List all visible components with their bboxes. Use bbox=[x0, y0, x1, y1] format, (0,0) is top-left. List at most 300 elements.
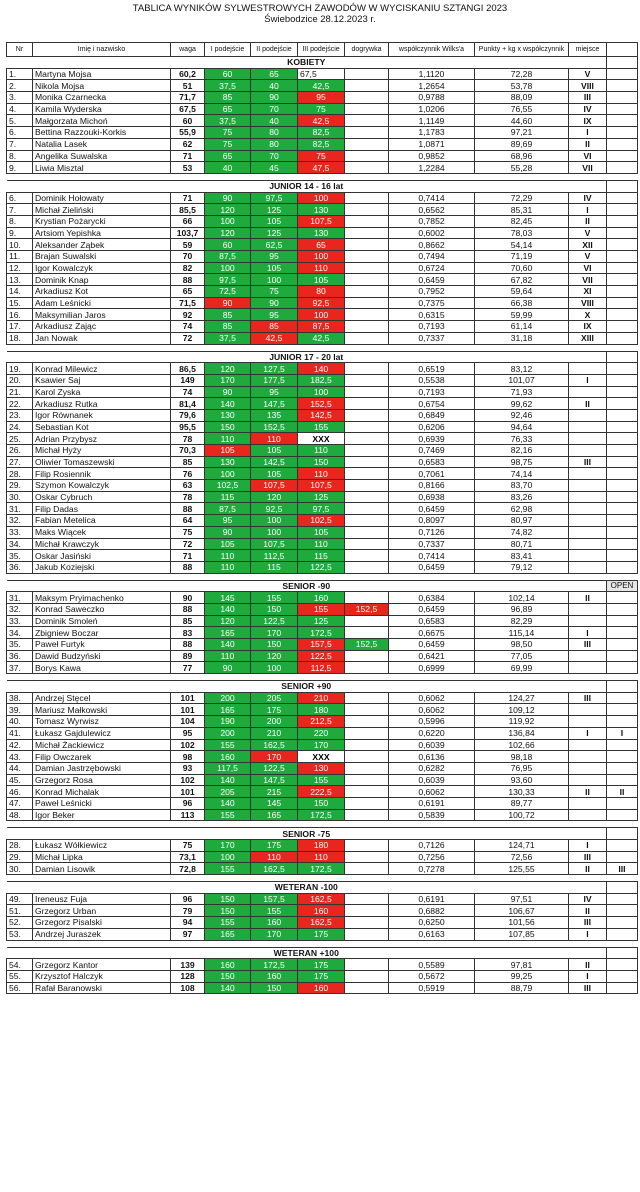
place bbox=[569, 538, 607, 550]
extra-attempt: 152,5 bbox=[345, 603, 389, 615]
extra-attempt bbox=[345, 321, 389, 333]
attempt-3: 180 bbox=[298, 704, 345, 716]
table-row bbox=[7, 138, 638, 150]
row-number: 11. bbox=[7, 251, 33, 263]
extra-attempt bbox=[345, 297, 389, 309]
attempt-3: 175 bbox=[298, 928, 345, 940]
row-number: 54. bbox=[7, 959, 33, 971]
spacer-row bbox=[7, 940, 638, 947]
attempt-1: 110 bbox=[205, 650, 251, 662]
attempt-1: 37,5 bbox=[205, 80, 251, 92]
open-place bbox=[607, 662, 638, 674]
athlete-name: Andrzej Stęcel bbox=[33, 692, 171, 704]
attempt-1: 130 bbox=[205, 456, 251, 468]
place bbox=[569, 526, 607, 538]
athlete-name: Ireneusz Fuja bbox=[33, 893, 171, 905]
attempt-3: 160 bbox=[298, 905, 345, 917]
spacer-row bbox=[7, 573, 638, 580]
column-header: miejsce bbox=[569, 43, 607, 57]
open-place bbox=[607, 115, 638, 127]
open-place bbox=[607, 774, 638, 786]
wilks-coefficient: 1,1149 bbox=[389, 115, 475, 127]
attempt-3: 82,5 bbox=[298, 138, 345, 150]
attempt-3: 107,5 bbox=[298, 215, 345, 227]
open-place bbox=[607, 704, 638, 716]
bodyweight: 89 bbox=[171, 650, 205, 662]
extra-attempt bbox=[345, 480, 389, 492]
place bbox=[569, 409, 607, 421]
points: 72,29 bbox=[475, 192, 569, 204]
open-place bbox=[607, 515, 638, 527]
spacer bbox=[7, 674, 638, 681]
bodyweight: 149 bbox=[171, 374, 205, 386]
extra-attempt bbox=[345, 716, 389, 728]
place bbox=[569, 515, 607, 527]
athlete-name: Angelika Suwalska bbox=[33, 150, 171, 162]
table-row bbox=[7, 526, 638, 538]
athlete-name: Karol Zyska bbox=[33, 386, 171, 398]
points: 77,05 bbox=[475, 650, 569, 662]
open-place bbox=[607, 409, 638, 421]
wilks-coefficient: 0,6062 bbox=[389, 704, 475, 716]
table-row bbox=[7, 332, 638, 344]
open-place bbox=[607, 928, 638, 940]
place: III bbox=[569, 92, 607, 104]
table-row bbox=[7, 103, 638, 115]
table-row bbox=[7, 227, 638, 239]
points: 98,75 bbox=[475, 456, 569, 468]
attempt-2: 160 bbox=[251, 970, 298, 982]
athlete-name: Michał Hyży bbox=[33, 445, 171, 457]
place bbox=[569, 480, 607, 492]
wilks-coefficient: 0,7256 bbox=[389, 851, 475, 863]
wilks-coefficient: 0,8097 bbox=[389, 515, 475, 527]
bodyweight: 79 bbox=[171, 905, 205, 917]
wilks-coefficient: 0,6062 bbox=[389, 786, 475, 798]
row-number: 32. bbox=[7, 515, 33, 527]
section-title: JUNIOR 17 - 20 lat bbox=[7, 351, 607, 363]
athlete-name: Zbigniew Boczar bbox=[33, 627, 171, 639]
bodyweight: 51 bbox=[171, 80, 205, 92]
bodyweight: 101 bbox=[171, 704, 205, 716]
open-place bbox=[607, 286, 638, 298]
extra-attempt bbox=[345, 398, 389, 410]
wilks-coefficient: 0,6163 bbox=[389, 928, 475, 940]
table-row bbox=[7, 751, 638, 763]
attempt-1: 85 bbox=[205, 92, 251, 104]
attempt-2: 150 bbox=[251, 982, 298, 994]
attempt-3: 160 bbox=[298, 982, 345, 994]
attempt-2: 90 bbox=[251, 92, 298, 104]
attempt-2: 122,5 bbox=[251, 762, 298, 774]
points: 100,72 bbox=[475, 809, 569, 821]
points: 93,60 bbox=[475, 774, 569, 786]
open-place bbox=[607, 592, 638, 604]
section-header-row bbox=[7, 351, 638, 363]
extra-attempt: 152,5 bbox=[345, 639, 389, 651]
attempt-1: 165 bbox=[205, 928, 251, 940]
attempt-3: XXX bbox=[298, 751, 345, 763]
attempt-2: 122,5 bbox=[251, 615, 298, 627]
athlete-name: Konrad Saweczko bbox=[33, 603, 171, 615]
points: 88,79 bbox=[475, 982, 569, 994]
athlete-name: Szymon Kowalczyk bbox=[33, 480, 171, 492]
attempt-3: 150 bbox=[298, 456, 345, 468]
attempt-2: 175 bbox=[251, 704, 298, 716]
attempt-3: 125 bbox=[298, 491, 345, 503]
attempt-2: 125 bbox=[251, 227, 298, 239]
bodyweight: 86,5 bbox=[171, 363, 205, 375]
attempt-1: 170 bbox=[205, 374, 251, 386]
open-place: III bbox=[607, 863, 638, 875]
bodyweight: 71,7 bbox=[171, 92, 205, 104]
points: 44,60 bbox=[475, 115, 569, 127]
spacer-row bbox=[7, 344, 638, 351]
section-title: KOBIETY bbox=[7, 57, 607, 69]
row-number: 38. bbox=[7, 692, 33, 704]
column-header: Imię i nazwisko bbox=[33, 43, 171, 57]
place: V bbox=[569, 68, 607, 80]
open-place bbox=[607, 192, 638, 204]
attempt-2: 215 bbox=[251, 786, 298, 798]
bodyweight: 78 bbox=[171, 433, 205, 445]
extra-attempt bbox=[345, 309, 389, 321]
place: III bbox=[569, 917, 607, 929]
attempt-3: 170 bbox=[298, 739, 345, 751]
table-row bbox=[7, 127, 638, 139]
open-place bbox=[607, 309, 638, 321]
table-row bbox=[7, 639, 638, 651]
extra-attempt bbox=[345, 92, 389, 104]
results-table bbox=[6, 42, 638, 994]
attempt-1: 120 bbox=[205, 204, 251, 216]
attempt-3: 155 bbox=[298, 421, 345, 433]
attempt-1: 102,5 bbox=[205, 480, 251, 492]
attempt-2: 40 bbox=[251, 80, 298, 92]
bodyweight: 76 bbox=[171, 468, 205, 480]
wilks-coefficient: 0,7126 bbox=[389, 526, 475, 538]
open-place bbox=[607, 433, 638, 445]
attempt-1: 155 bbox=[205, 739, 251, 751]
bodyweight: 128 bbox=[171, 970, 205, 982]
table-row bbox=[7, 863, 638, 875]
bodyweight: 139 bbox=[171, 959, 205, 971]
column-header: II podejście bbox=[251, 43, 298, 57]
attempt-2: 162,5 bbox=[251, 863, 298, 875]
attempt-1: 90 bbox=[205, 662, 251, 674]
attempt-2: 62,5 bbox=[251, 239, 298, 251]
row-number: 33. bbox=[7, 526, 33, 538]
open-place bbox=[607, 251, 638, 263]
row-number: 9. bbox=[7, 227, 33, 239]
open-place bbox=[607, 480, 638, 492]
row-number: 3. bbox=[7, 92, 33, 104]
open-place bbox=[607, 538, 638, 550]
attempt-2: 172,5 bbox=[251, 959, 298, 971]
table-row bbox=[7, 538, 638, 550]
attempt-1: 110 bbox=[205, 433, 251, 445]
open-place bbox=[607, 150, 638, 162]
bodyweight: 78 bbox=[171, 491, 205, 503]
extra-attempt bbox=[345, 739, 389, 751]
row-number: 56. bbox=[7, 982, 33, 994]
attempt-2: 177,5 bbox=[251, 374, 298, 386]
bodyweight: 113 bbox=[171, 809, 205, 821]
table-row bbox=[7, 204, 638, 216]
points: 82,16 bbox=[475, 445, 569, 457]
attempt-3: 172,5 bbox=[298, 863, 345, 875]
row-number: 31. bbox=[7, 503, 33, 515]
attempt-1: 85 bbox=[205, 309, 251, 321]
attempt-1: 155 bbox=[205, 863, 251, 875]
attempt-3: 102,5 bbox=[298, 515, 345, 527]
attempt-2: 165 bbox=[251, 809, 298, 821]
athlete-name: Paweł Leśnicki bbox=[33, 797, 171, 809]
open-place bbox=[607, 103, 638, 115]
extra-attempt bbox=[345, 503, 389, 515]
place bbox=[569, 704, 607, 716]
bodyweight: 72 bbox=[171, 332, 205, 344]
place: V bbox=[569, 251, 607, 263]
bodyweight: 85,5 bbox=[171, 204, 205, 216]
points: 59,99 bbox=[475, 309, 569, 321]
attempt-3: 42,5 bbox=[298, 332, 345, 344]
wilks-coefficient: 0,6039 bbox=[389, 774, 475, 786]
attempt-1: 205 bbox=[205, 786, 251, 798]
table-row bbox=[7, 321, 638, 333]
athlete-name: Jakub Koziejski bbox=[33, 561, 171, 573]
extra-attempt bbox=[345, 138, 389, 150]
athlete-name: Igor Kowalczyk bbox=[33, 262, 171, 274]
row-number: 22. bbox=[7, 398, 33, 410]
table-row bbox=[7, 809, 638, 821]
table-row bbox=[7, 970, 638, 982]
open-place bbox=[607, 627, 638, 639]
bodyweight: 83 bbox=[171, 627, 205, 639]
open-place: II bbox=[607, 786, 638, 798]
wilks-coefficient: 0,5919 bbox=[389, 982, 475, 994]
attempt-2: 157,5 bbox=[251, 893, 298, 905]
spacer bbox=[7, 821, 638, 828]
wilks-coefficient: 0,6754 bbox=[389, 398, 475, 410]
points: 83,26 bbox=[475, 491, 569, 503]
attempt-3: 122,5 bbox=[298, 561, 345, 573]
attempt-1: 165 bbox=[205, 704, 251, 716]
table-row bbox=[7, 627, 638, 639]
points: 66,38 bbox=[475, 297, 569, 309]
place: I bbox=[569, 840, 607, 852]
attempt-2: 110 bbox=[251, 433, 298, 445]
wilks-coefficient: 0,7375 bbox=[389, 297, 475, 309]
column-header: Nr bbox=[7, 43, 33, 57]
spacer bbox=[7, 173, 638, 180]
attempt-3: 100 bbox=[298, 309, 345, 321]
row-number: 19. bbox=[7, 363, 33, 375]
wilks-coefficient: 0,9788 bbox=[389, 92, 475, 104]
attempt-1: 140 bbox=[205, 774, 251, 786]
extra-attempt bbox=[345, 905, 389, 917]
wilks-coefficient: 0,6882 bbox=[389, 905, 475, 917]
row-number: 7. bbox=[7, 138, 33, 150]
section-header-row bbox=[7, 947, 638, 959]
section-header-row bbox=[7, 681, 638, 693]
row-number: 29. bbox=[7, 851, 33, 863]
athlete-name: Michał Zieliński bbox=[33, 204, 171, 216]
attempt-1: 110 bbox=[205, 561, 251, 573]
attempt-1: 75 bbox=[205, 127, 251, 139]
place bbox=[569, 739, 607, 751]
table-row bbox=[7, 286, 638, 298]
row-number: 34. bbox=[7, 627, 33, 639]
attempt-3: 125 bbox=[298, 615, 345, 627]
wilks-coefficient: 0,7061 bbox=[389, 468, 475, 480]
athlete-name: Grzegorz Pisalski bbox=[33, 917, 171, 929]
results-body bbox=[7, 43, 638, 994]
open-place bbox=[607, 321, 638, 333]
row-number: 36. bbox=[7, 650, 33, 662]
place bbox=[569, 716, 607, 728]
attempt-2: 65 bbox=[251, 68, 298, 80]
row-number: 23. bbox=[7, 409, 33, 421]
section-header-row bbox=[7, 580, 638, 592]
bodyweight: 101 bbox=[171, 786, 205, 798]
points: 124,71 bbox=[475, 840, 569, 852]
wilks-coefficient: 0,9852 bbox=[389, 150, 475, 162]
bodyweight: 85 bbox=[171, 456, 205, 468]
wilks-coefficient: 1,1783 bbox=[389, 127, 475, 139]
bodyweight: 79,6 bbox=[171, 409, 205, 421]
athlete-name: Filip Dadas bbox=[33, 503, 171, 515]
attempt-1: 140 bbox=[205, 639, 251, 651]
attempt-2: 155 bbox=[251, 905, 298, 917]
extra-attempt bbox=[345, 421, 389, 433]
open-place bbox=[607, 917, 638, 929]
table-row bbox=[7, 662, 638, 674]
extra-attempt bbox=[345, 150, 389, 162]
section-title: JUNIOR 14 - 16 lat bbox=[7, 180, 607, 192]
attempt-2: 107,5 bbox=[251, 538, 298, 550]
attempt-1: 160 bbox=[205, 959, 251, 971]
bodyweight: 101 bbox=[171, 692, 205, 704]
table-row bbox=[7, 561, 638, 573]
attempt-2: 70 bbox=[251, 103, 298, 115]
place: I bbox=[569, 627, 607, 639]
athlete-name: Monika Czarnecka bbox=[33, 92, 171, 104]
points: 115,14 bbox=[475, 627, 569, 639]
extra-attempt bbox=[345, 727, 389, 739]
bodyweight: 88 bbox=[171, 639, 205, 651]
place bbox=[569, 650, 607, 662]
wilks-coefficient: 0,8166 bbox=[389, 480, 475, 492]
attempt-1: 90 bbox=[205, 386, 251, 398]
athlete-name: Andrzej Juraszek bbox=[33, 928, 171, 940]
row-number: 7. bbox=[7, 204, 33, 216]
place bbox=[569, 662, 607, 674]
row-number: 28. bbox=[7, 840, 33, 852]
bodyweight: 60,2 bbox=[171, 68, 205, 80]
row-number: 21. bbox=[7, 386, 33, 398]
row-number: 13. bbox=[7, 274, 33, 286]
extra-attempt bbox=[345, 115, 389, 127]
section-title: WETERAN +100 bbox=[7, 947, 607, 959]
attempt-1: 150 bbox=[205, 893, 251, 905]
attempt-3: 180 bbox=[298, 840, 345, 852]
table-row bbox=[7, 274, 638, 286]
attempt-1: 190 bbox=[205, 716, 251, 728]
attempt-1: 120 bbox=[205, 227, 251, 239]
row-number: 6. bbox=[7, 127, 33, 139]
open-place bbox=[607, 239, 638, 251]
table-row bbox=[7, 433, 638, 445]
extra-attempt bbox=[345, 468, 389, 480]
open-place bbox=[607, 274, 638, 286]
points: 102,14 bbox=[475, 592, 569, 604]
table-row bbox=[7, 239, 638, 251]
wilks-coefficient: 0,7952 bbox=[389, 286, 475, 298]
extra-attempt bbox=[345, 840, 389, 852]
attempt-2: 205 bbox=[251, 692, 298, 704]
attempt-2: 200 bbox=[251, 716, 298, 728]
attempt-1: 100 bbox=[205, 262, 251, 274]
extra-attempt bbox=[345, 162, 389, 174]
place bbox=[569, 433, 607, 445]
table-row bbox=[7, 928, 638, 940]
table-row bbox=[7, 409, 638, 421]
attempt-2: 95 bbox=[251, 251, 298, 263]
open-place bbox=[607, 92, 638, 104]
bodyweight: 75 bbox=[171, 526, 205, 538]
extra-attempt bbox=[345, 445, 389, 457]
attempt-3: 140 bbox=[298, 363, 345, 375]
wilks-coefficient: 0,6315 bbox=[389, 309, 475, 321]
open-place bbox=[607, 692, 638, 704]
points: 74,82 bbox=[475, 526, 569, 538]
athlete-name: Tomasz Wyrwisz bbox=[33, 716, 171, 728]
empty-cell bbox=[607, 57, 638, 69]
table-row bbox=[7, 445, 638, 457]
athlete-name: Maksym Pryimachenko bbox=[33, 592, 171, 604]
wilks-coefficient: 1,0206 bbox=[389, 103, 475, 115]
bodyweight: 53 bbox=[171, 162, 205, 174]
row-number: 9. bbox=[7, 162, 33, 174]
table-row bbox=[7, 851, 638, 863]
empty-cell bbox=[607, 947, 638, 959]
place: VI bbox=[569, 150, 607, 162]
place: II bbox=[569, 592, 607, 604]
place bbox=[569, 363, 607, 375]
open-place bbox=[607, 297, 638, 309]
attempt-2: 115 bbox=[251, 561, 298, 573]
place: III bbox=[569, 692, 607, 704]
attempt-1: 87,5 bbox=[205, 251, 251, 263]
open-place bbox=[607, 615, 638, 627]
athlete-name: Konrad Milewicz bbox=[33, 363, 171, 375]
row-number: 26. bbox=[7, 445, 33, 457]
open-place bbox=[607, 970, 638, 982]
open-place bbox=[607, 751, 638, 763]
bodyweight: 64 bbox=[171, 515, 205, 527]
attempt-2: 100 bbox=[251, 526, 298, 538]
bodyweight: 55,9 bbox=[171, 127, 205, 139]
row-number: 16. bbox=[7, 309, 33, 321]
bodyweight: 104 bbox=[171, 716, 205, 728]
attempt-1: 65 bbox=[205, 150, 251, 162]
wilks-coefficient: 0,8662 bbox=[389, 239, 475, 251]
athlete-name: Igor Równanek bbox=[33, 409, 171, 421]
attempt-3: 155 bbox=[298, 774, 345, 786]
athlete-name: Adrian Przybysz bbox=[33, 433, 171, 445]
attempt-1: 75 bbox=[205, 138, 251, 150]
